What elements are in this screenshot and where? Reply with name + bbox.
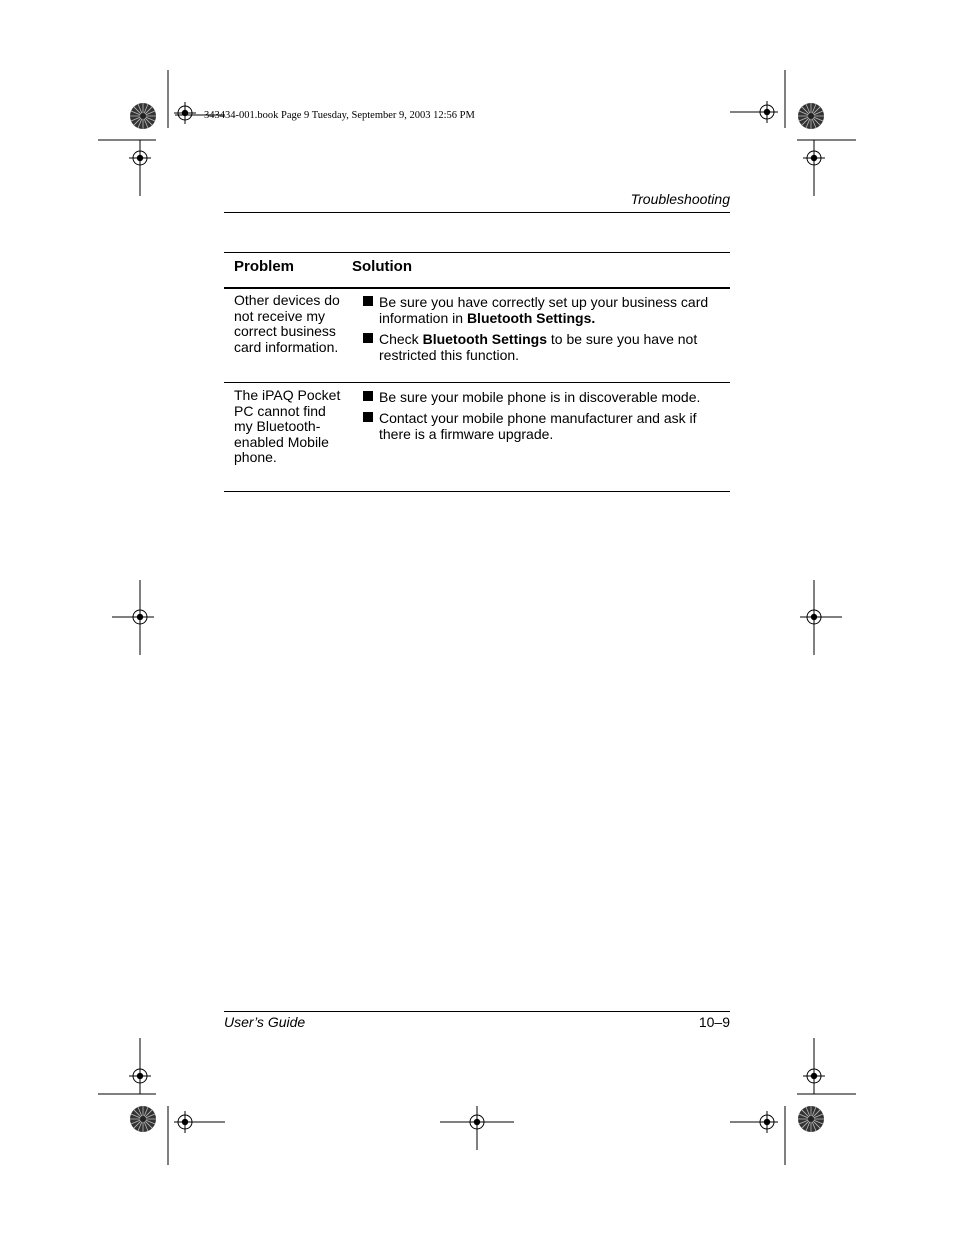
page-number: 10–9 xyxy=(698,1014,730,1030)
footer-title: User’s Guide xyxy=(224,1014,306,1030)
problem-cell: The iPAQ Pocket PC cannot find my Bluetooth-enabled Mobile phone. xyxy=(234,387,341,466)
registration-mark-icon xyxy=(129,147,151,169)
color-wheel-icon xyxy=(130,103,156,129)
running-head: Troubleshooting xyxy=(630,191,730,207)
column-header-solution: Solution xyxy=(352,258,412,275)
registration-mark-icon xyxy=(756,101,778,123)
color-wheel-icon xyxy=(798,103,824,129)
solution-item: Be sure you have correctly set up your business card information in Bluetooth Settings. xyxy=(362,294,722,326)
color-wheel-icon xyxy=(130,1106,156,1132)
solution-item: Check Bluetooth Settings to be sure you have not restricted this function. xyxy=(362,331,722,363)
registration-mark-icon xyxy=(803,1065,825,1087)
registration-mark-icon xyxy=(129,1065,151,1087)
problem-cell: Other devices do not receive my correct business card information. xyxy=(234,292,340,355)
registration-mark-icon xyxy=(129,606,151,628)
print-slug: 343434-001.book Page 9 Tuesday, September 9, 2003 12:56 PM xyxy=(204,110,475,121)
registration-mark-icon xyxy=(174,1111,196,1133)
color-wheel-icon xyxy=(798,1106,824,1132)
registration-mark-icon xyxy=(803,147,825,169)
solution-item: Contact your mobile phone manufacturer and ask if there is a firmware upgrade. xyxy=(362,410,722,442)
registration-mark-icon xyxy=(466,1111,488,1133)
registration-mark-icon xyxy=(803,606,825,628)
registration-mark-icon xyxy=(756,1111,778,1133)
solution-item: Be sure your mobile phone is in discoverable mode. xyxy=(362,389,722,405)
column-header-problem: Problem xyxy=(234,258,295,275)
registration-mark-icon xyxy=(174,102,196,124)
